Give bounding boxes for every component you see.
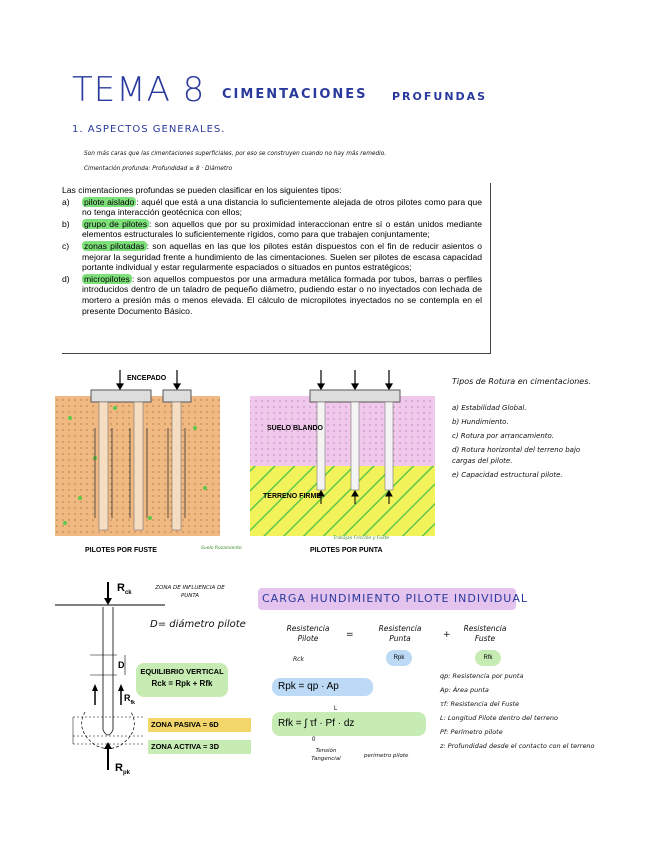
op-plus: +: [443, 630, 451, 640]
page-title: TEMA 8: [72, 70, 206, 110]
col-resistencia-pilote: Resistencia Pilote: [286, 624, 330, 643]
item-text: : son aquellos compuestos por una armadura metálica formada por tubos, barras o perfiles introducidos dentro de un taladro de pequeño diámetro, pudiendo estar o no inyectados con lechada de mortero a presión más o menos elevada. El cálculo de micropilotes inyectados no se contempla en el presente Documento Básico.: [82, 273, 482, 316]
classification-item: [62, 274, 490, 316]
item-text: : son aquellas en las que los pilotes están dispuestos con el fin de reducir asientos o mejorar la seguridad frente a hundimiento de las cimentaciones. Suelen ser pilotes de escasa capacidad portante individual y estar regularmente espaciados o situados en puntos estratégicos;: [82, 240, 482, 273]
item-body: [82, 197, 482, 218]
classification-item: [62, 241, 490, 273]
equilibrio-equation: Rck = Rpk + Rfk: [151, 679, 213, 688]
note-friccion: Trabajan Fricción y Fuste: [333, 536, 390, 541]
classification-list: [62, 197, 490, 317]
item-term: micropilotes: [84, 273, 130, 284]
col-rpk-sym: Rpk: [386, 650, 412, 666]
legend-item: Ap: Área punta: [440, 686, 489, 694]
formula-fuste: Rfk = ∫ τf · Pf · dz: [272, 712, 426, 736]
rotura-item: a) Estabilidad Global.: [452, 404, 527, 412]
note-perimetro: perímetro pilote: [364, 753, 409, 759]
note-suelo: Suelo Rozamiento: [201, 546, 242, 551]
encepado-label: ENCEPADO: [127, 375, 167, 382]
col-resistencia-fuste: Resistencia Fuste: [463, 624, 507, 643]
item-body: [82, 241, 482, 273]
zona-pasiva: ZONA PASIVA = 6D: [148, 718, 251, 732]
item-letter: a): [62, 196, 70, 207]
op-equal: =: [346, 630, 354, 640]
note-line-2: Cimentación profunda: Profundidad ≥ 8 · Diámetro: [84, 166, 233, 172]
formula-limit-top: L: [334, 706, 338, 712]
caption-punta: PILOTES POR PUNTA: [310, 547, 383, 554]
col-rfk-sym: Rfk: [475, 650, 501, 666]
caption-fuste: PILOTES POR FUSTE: [85, 547, 157, 554]
formula-limit-bot: 0: [312, 737, 316, 743]
classification-item: [62, 219, 490, 240]
encepado-block-right: [163, 390, 191, 402]
rotura-item: c) Rotura por arrancamiento.: [452, 432, 555, 440]
zona-activa: ZONA ACTIVA = 3D: [148, 740, 251, 754]
section-heading: 1. ASPECTOS GENERALES.: [72, 124, 226, 135]
col-rck-sym: Rck: [293, 656, 304, 663]
legend-item: τf: Resistencia del Fuste: [440, 700, 520, 708]
pile-types-figure: [55, 368, 445, 558]
item-term: pilote aislado: [84, 196, 135, 207]
item-text: : aquél que está a una distancia lo suficientemente alejada de otros pilotes como para que no tenga interacción geotécnica con ellos;: [82, 196, 482, 218]
legend-item: Pf: Perímetro pilote: [440, 728, 503, 736]
item-text: : son aquellos que por su proximidad interaccionan entre sí o están unidos mediante elementos estructurales lo suficientemente rígidos, como para que trabajen conjuntamente;: [82, 218, 482, 240]
rck-label: $R_{ck}$: [117, 582, 132, 597]
item-term: zonas pilotadas: [84, 240, 145, 251]
item-term: grupo de pilotes: [84, 218, 147, 229]
rotura-item: d) Rotura horizontal del terreno bajo cargas del pilote.: [452, 446, 581, 465]
terreno-firme-label: TERRENO FIRME: [263, 493, 321, 500]
rotura-item: e) Capacidad estructural pilote.: [452, 471, 563, 479]
legend-item: z: Profundidad desde el contacto con el terreno: [440, 742, 595, 750]
item-body: [82, 274, 482, 316]
rotura-item: b) Hundimiento.: [452, 418, 509, 426]
page-subtitle-2: PROFUNDAS: [392, 90, 488, 103]
rfk-label: $R_{fk}$: [124, 693, 135, 706]
equilibrio-box: [136, 663, 228, 697]
d-definition: D= diámetro pilote: [150, 619, 246, 630]
page-subtitle-1: CIMENTACIONES: [222, 87, 368, 102]
encepado-block-left: [91, 390, 151, 402]
suelo-blando-label: SUELO BLANDO: [267, 425, 323, 432]
rotura-list: [452, 403, 602, 481]
classification-item: [62, 197, 490, 218]
rpk-label: $R_{pk}$: [115, 762, 130, 777]
note-line-1: Son más caras que las cimentaciones superficiales, por eso se construyen cuando no hay más remedio.: [84, 151, 387, 157]
zona-influencia-note: ZONA DE INFLUENCIA DE PUNTA: [155, 585, 225, 599]
carga-legend: [440, 672, 600, 756]
rotura-notes: [452, 375, 602, 484]
item-letter: b): [62, 218, 70, 229]
rotura-title: Tipos de Rotura en cimentaciones.: [452, 377, 591, 386]
item-letter: d): [62, 273, 70, 284]
classification-intro: Las cimentaciones profundas se pueden clasificar en los siguientes tipos:: [62, 185, 342, 195]
legend-item: L: Longitud Pilote dentro del terreno: [440, 714, 559, 722]
legend-item: qp: Resistencia por punta: [440, 672, 524, 680]
equilibrio-label: EQUILIBRIO VERTICAL: [140, 667, 224, 676]
note-tension: Tensión Tangencial: [311, 748, 341, 762]
carga-title: CARGA HUNDIMIENTO PILOTE INDIVIDUAL: [262, 592, 529, 605]
item-letter: c): [62, 240, 70, 251]
firm-soil: [250, 466, 435, 536]
classification-box: [62, 183, 491, 354]
col-resistencia-punta: Resistencia Punta: [378, 624, 422, 643]
d-label: D: [118, 660, 125, 670]
formula-punta: Rpk = qp · Ap: [272, 678, 373, 696]
item-body: [82, 219, 482, 240]
